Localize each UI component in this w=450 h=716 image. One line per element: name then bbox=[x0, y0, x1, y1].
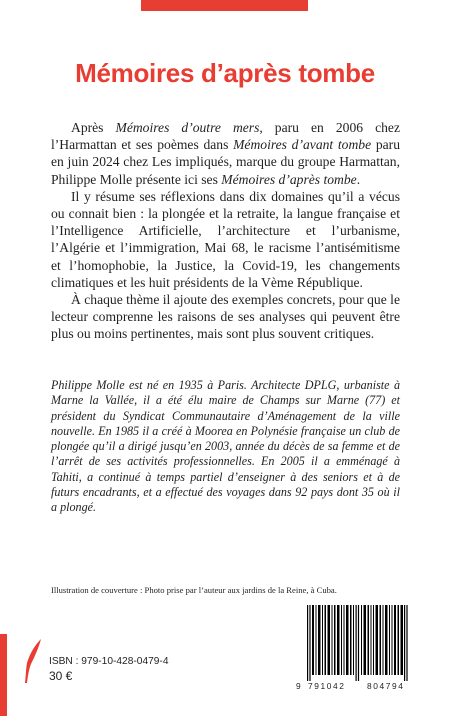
back-cover-summary bbox=[51, 119, 400, 343]
isbn-number: ISBN : 979-10-428-0479-4 bbox=[49, 656, 169, 667]
summary-paragraph-1: Après Mémoires d’outre mers, paru en 2006 chez l’Harmattan et ses poèmes dans Mémoires d’avant tombe paru en juin 2024 chez Les impliqués, marque du groupe Harmattan, Philippe Molle présente ici ses Mémoires d’après tombe. bbox=[51, 120, 400, 187]
book-price: 30 € bbox=[49, 669, 73, 683]
isbn-barcode bbox=[296, 603, 422, 693]
top-accent-bar bbox=[141, 0, 308, 11]
barcode-digits-left: 791042 bbox=[308, 681, 346, 691]
feather-quill-icon bbox=[22, 638, 44, 684]
left-accent-band bbox=[0, 634, 7, 716]
author-biography: Philippe Molle est né en 1935 à Paris. Architecte DPLG, urbaniste à Marne la Vallée, il a été élu maire de Champs sur Marne (77) et président du Syndicat Communautaire d’Aménagement de la ville nouvelle. En 1985 il a créé à Moorea en Polynésie française un club de plongée qu’il a dirigé jusqu’en 2003, année du décès de sa femme et de l’arrêt de ses activités professionnelles. En 2005 il a emménagé à Tahiti, a continué à temps partiel d’enseigner à des seniors et à de futurs encadrants, et a effectué des voyages dans 92 pays dont 35 où il a plongé. bbox=[51, 378, 400, 515]
book-title: Mémoires d’après tombe bbox=[75, 58, 375, 88]
barcode-bars bbox=[296, 603, 422, 683]
cover-illustration-credit: Illustration de couverture : Photo prise par l’auteur aux jardins de la Reine, à Cuba. bbox=[51, 585, 337, 595]
barcode-digit-first: 9 bbox=[296, 681, 301, 691]
summary-paragraph-2: Il y résume ses réflexions dans dix domaines qu’il a vécus ou connait bien : la plongée et la retraite, la langue française et l’Intelligence Artificielle, l’architecture et l’urbanisme, l’Algérie et l’immigration, Mai 68, le racisme l’antisémitisme et l’homophobie, la Justice, la Covid-19, les changements climatiques et les huit présidents de la Vème République. bbox=[51, 188, 400, 290]
summary-paragraph-3: À chaque thème il ajoute des exemples concrets, pour que le lecteur comprenne les raisons de ses analyses qui peuvent être plus ou moins pertinentes, mais sont plus souvent critiques. bbox=[51, 292, 400, 342]
barcode-digits-right: 804794 bbox=[367, 681, 405, 691]
